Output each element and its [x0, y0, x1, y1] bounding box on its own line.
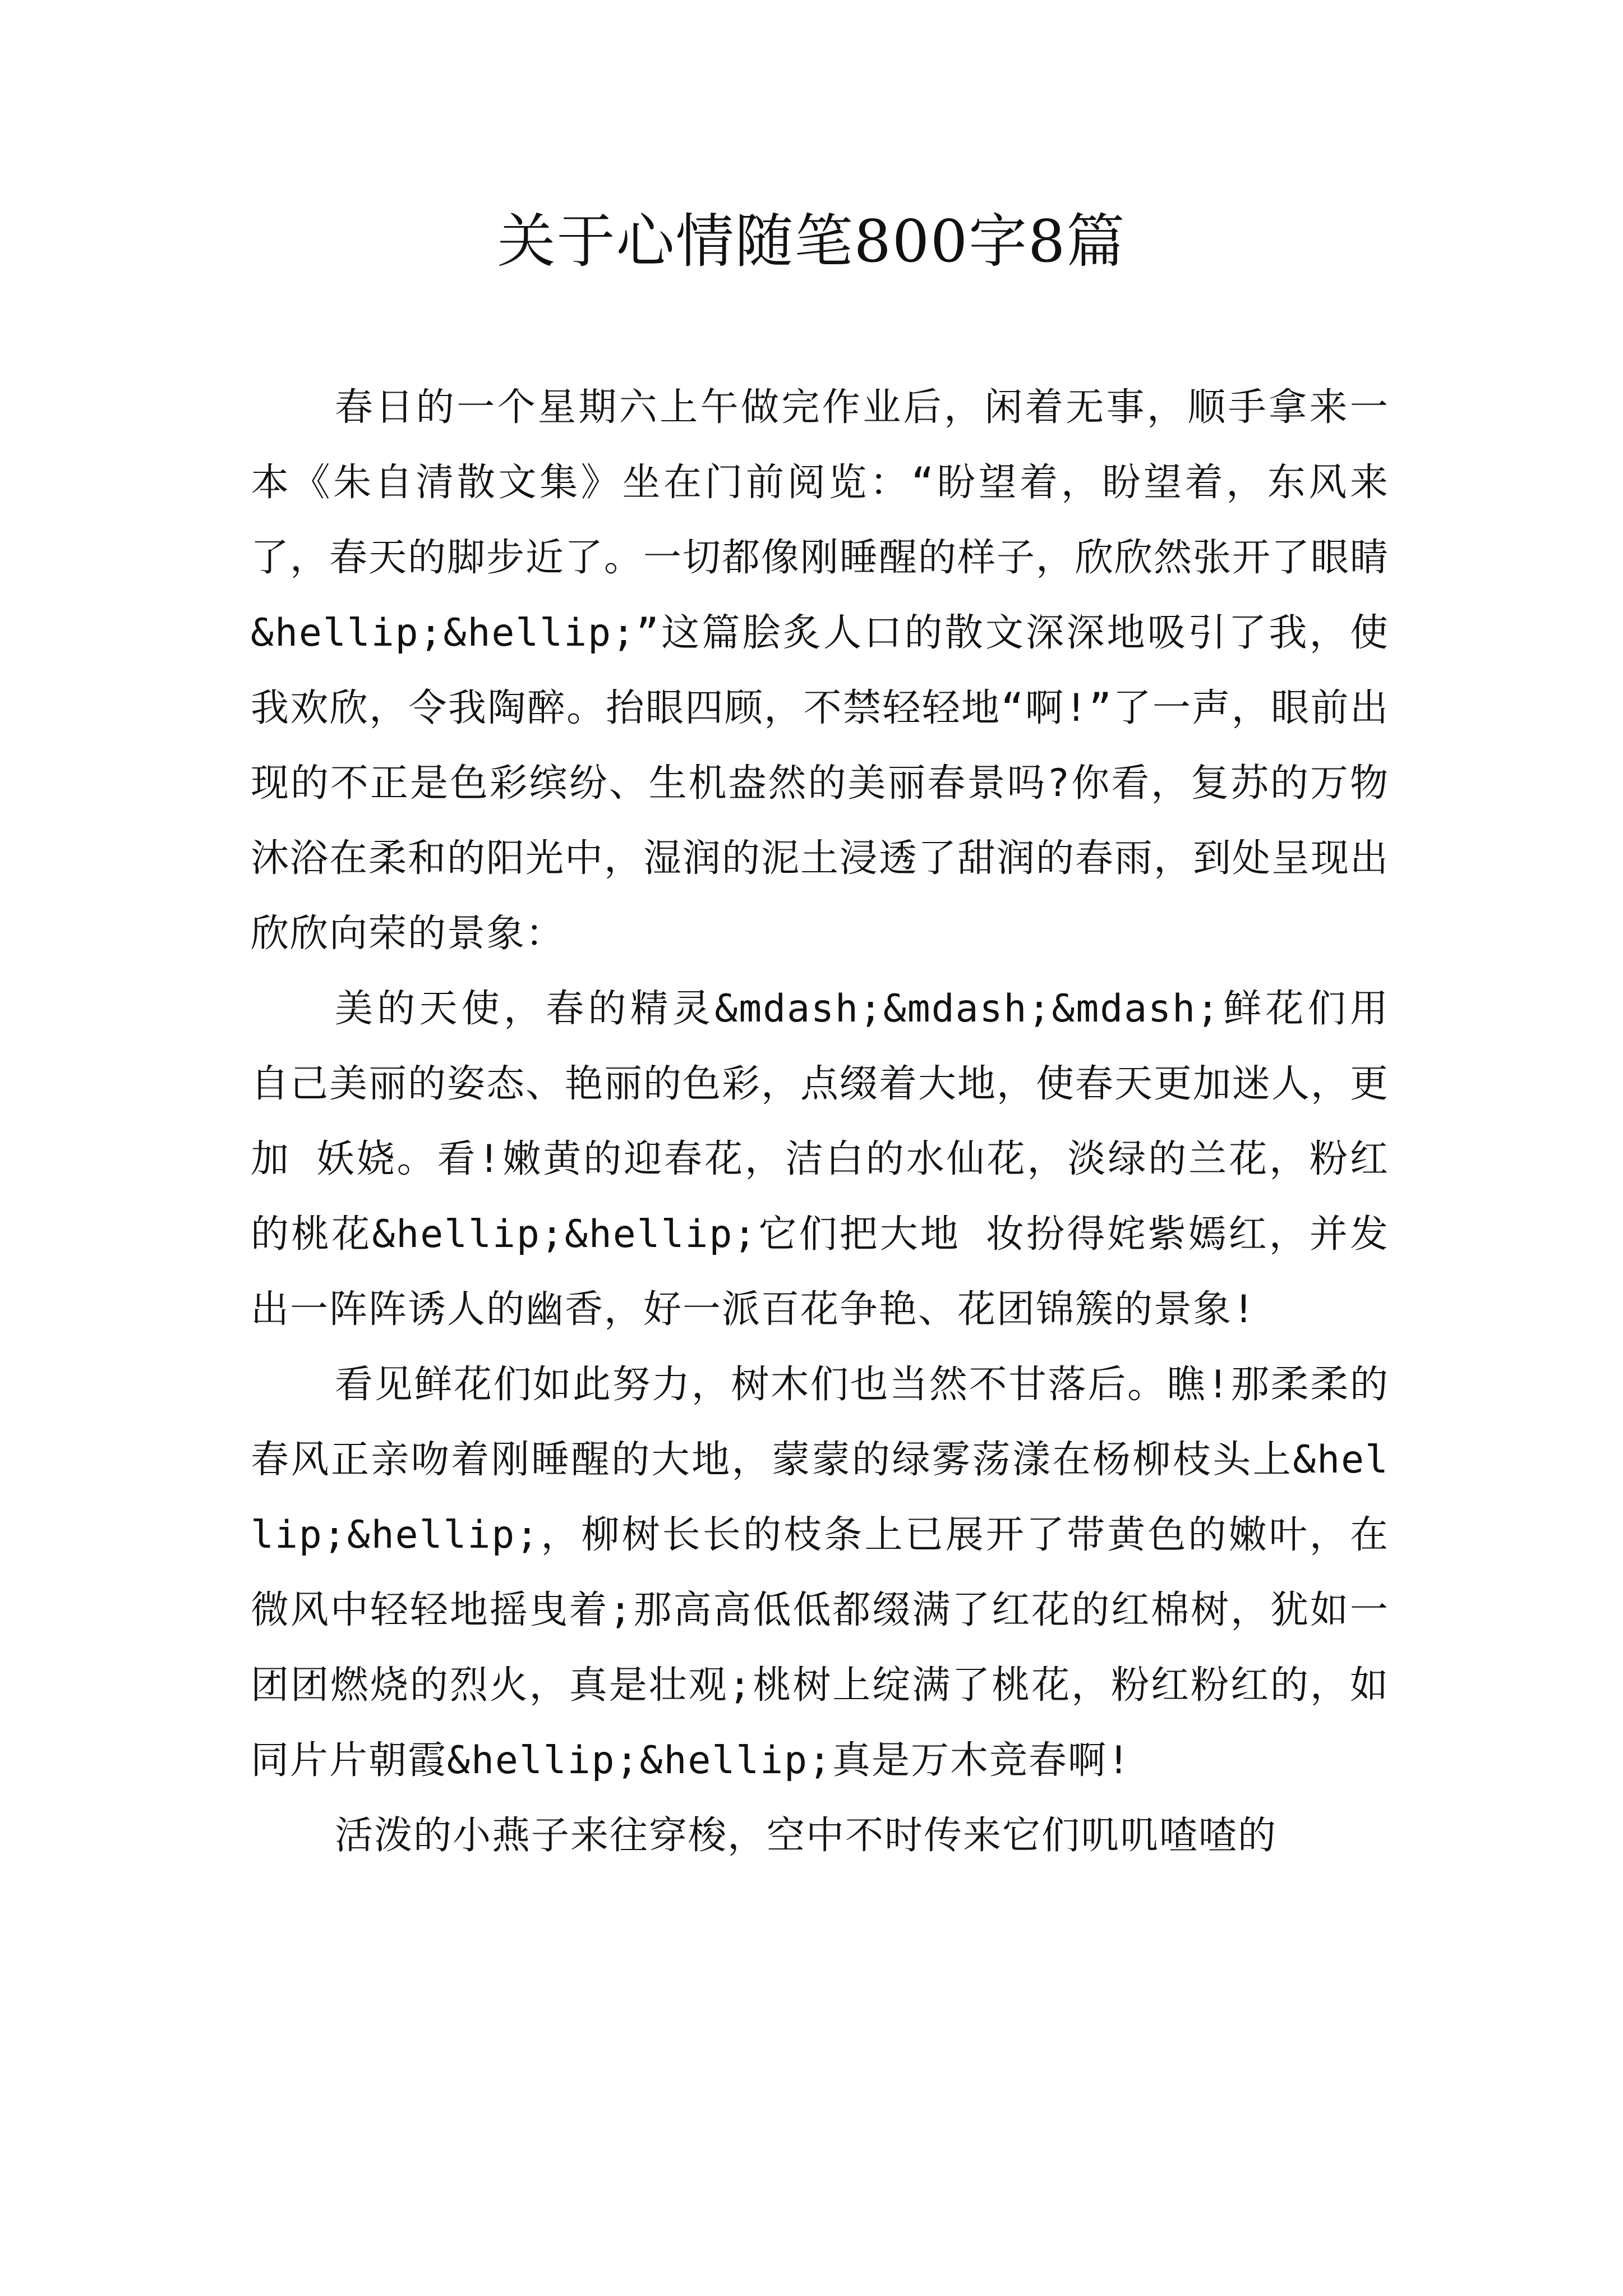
- paragraph-2: 美的天使，春的精灵&mdash;&mdash;&mdash;鲜花们用自己美丽的姿态、艳丽的色彩，点缀着大地，使春天更加迷人，更加 妖娆。看!嫩黄的迎春花，洁白的水仙花，淡绿的兰花，粉红的桃花&hellip;&hellip;它们把大地 妆扮得姹紫嫣红，并发出一阵阵诱人的幽香，好一派百花争艳、花团锦簇的景象!: [251, 987, 1390, 1332]
- document-body: [251, 370, 1389, 1874]
- paragraph-4: 活泼的小燕子来往穿梭，空中不时传来它们叽叽喳喳的: [335, 1814, 1278, 1858]
- document-title: 关于心情随笔800字8篇: [497, 207, 1126, 275]
- paragraph-1: 春日的一个星期六上午做完作业后，闲着无事，顺手拿来一本《朱自清散文集》坐在门前阅览：“盼望着，盼望着，东风来了，春天的脚步近了。一切都像刚睡醒的样子，欣欣然张开了眼睛&hellip;&hellip;”这篇脍炙人口的散文深深地吸引了我，使我欢欣，令我陶醉。抬眼四顾，不禁轻轻地“啊!”了一声，眼前出现的不正是色彩缤纷、生机盎然的美丽春景吗?你看，复苏的万物沐浴在柔和的阳光中，湿润的泥土浸透了甜润的春雨，到处呈现出欣欣向荣的景象：: [251, 385, 1390, 956]
- paragraph-3: 看见鲜花们如此努力，树木们也当然不甘落后。瞧!那柔柔的春风正亲吻着刚睡醒的大地，蒙蒙的绿雾荡漾在杨柳枝头上&hellip;&hellip;，柳树长长的枝条上已展开了带黄色的嫩叶，在微风中轻轻地摇曳着;那高高低低都缀满了红花的红棉树，犹如一团团燃烧的烈火，真是壮观;桃树上绽满了桃花，粉红粉红的，如同片片朝霞&hellip;&hellip;真是万木竞春啊!: [251, 1363, 1389, 1783]
